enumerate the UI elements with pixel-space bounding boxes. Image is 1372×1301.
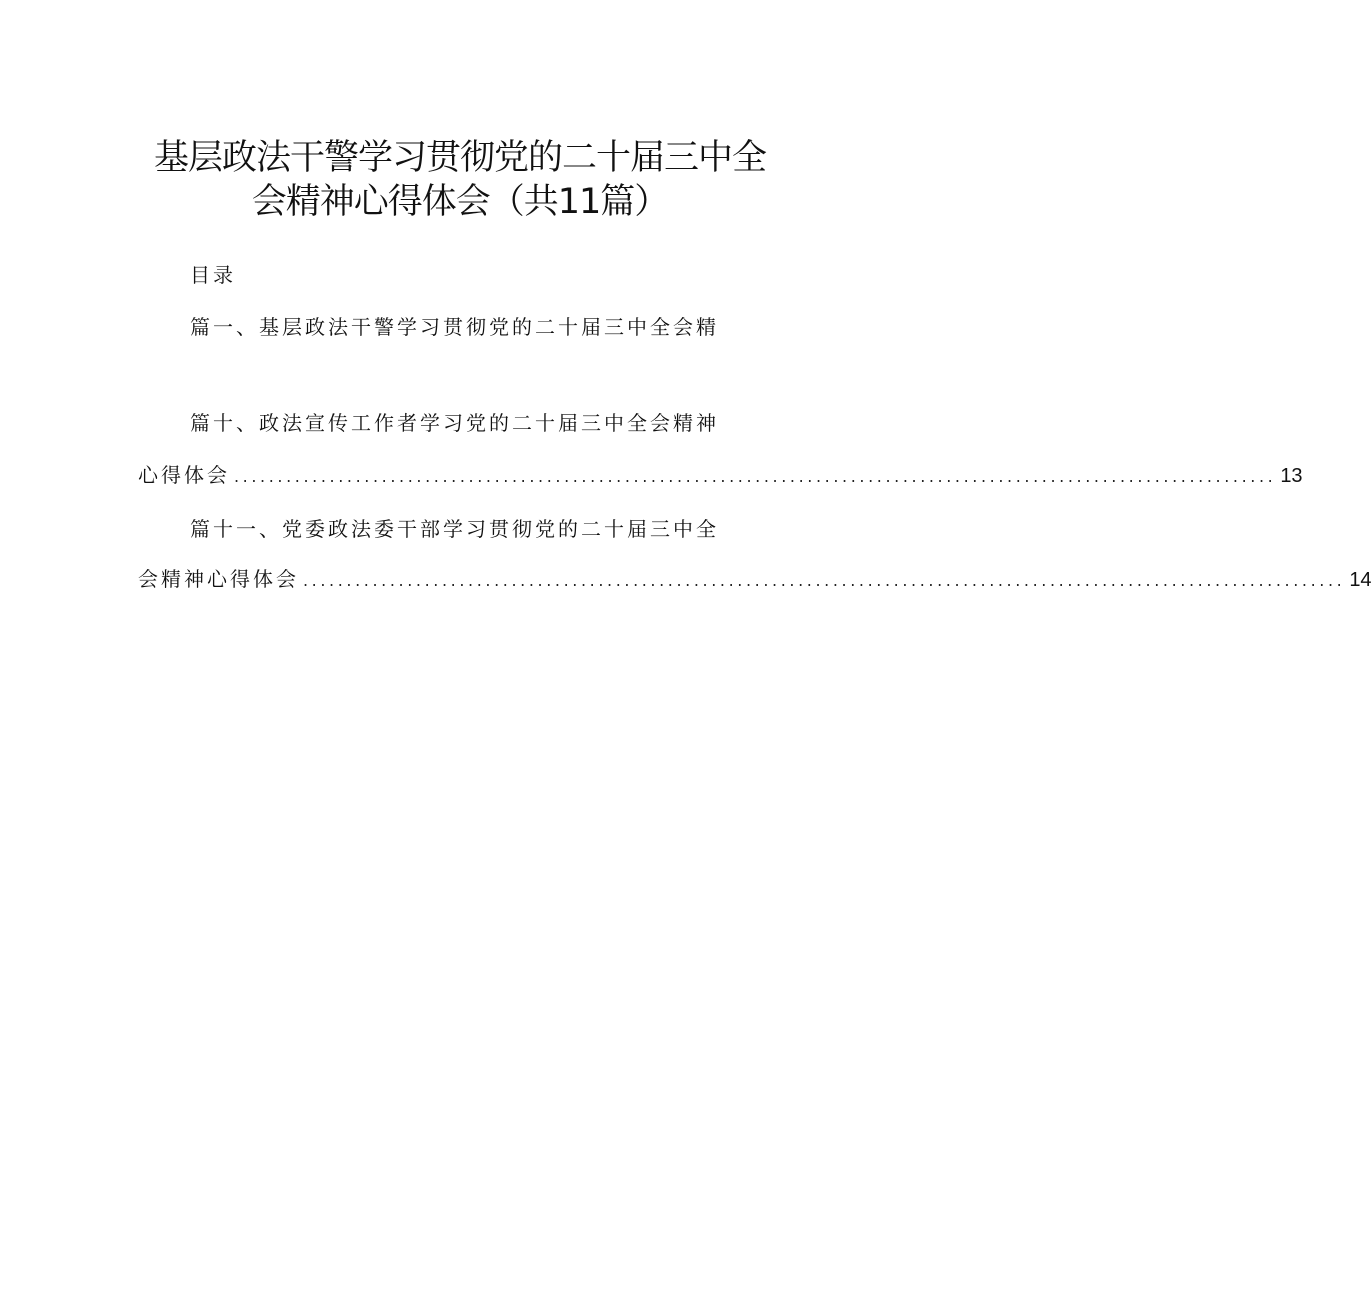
toc-heading: 目录 <box>190 263 236 287</box>
toc-entry-11-page-number: 14 <box>1349 569 1372 591</box>
toc-entry-11-text-continued: 会精神心得体会 <box>138 567 299 591</box>
toc-entry-10-text-continued: 心得体会 <box>138 463 230 487</box>
document-title-line-1: 基层政法干警学习贯彻党的二十届三中全 <box>153 138 766 178</box>
toc-entry-11-text[interactable]: 篇十一、党委政法委干部学习贯彻党的二十届三中全 <box>190 517 719 541</box>
document-title-line-2: 会精神心得体会（共11篇） <box>251 182 669 222</box>
toc-entry-10-continuation[interactable] <box>138 462 1303 490</box>
toc-dot-leader: ........................................................................................................................ <box>234 467 1277 486</box>
toc-entry-10-text[interactable]: 篇十、政法宣传工作者学习党的二十届三中全会精神 <box>190 411 719 435</box>
toc-dot-leader: ........................................................................................................................ <box>303 571 1346 590</box>
toc-entry-10-page-number: 13 <box>1280 465 1303 487</box>
toc-entry-1-text[interactable]: 篇一、基层政法干警学习贯彻党的二十届三中全会精 <box>190 315 719 339</box>
toc-entry-11-continuation[interactable] <box>138 566 1372 594</box>
